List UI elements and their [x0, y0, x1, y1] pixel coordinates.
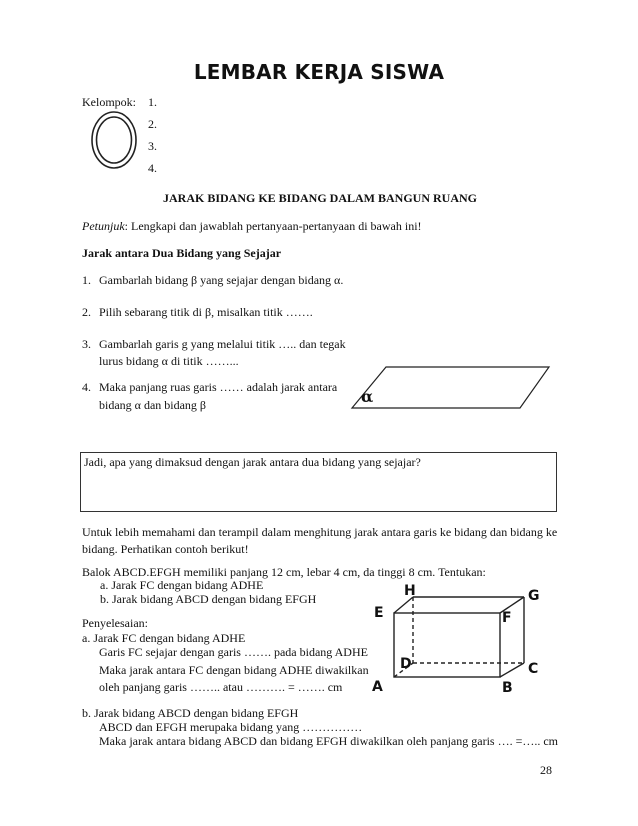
cuboid-diagram — [370, 585, 550, 695]
solution-a-title: a. Jarak FC dengan bidang ADHE — [82, 631, 246, 645]
page-number: 28 — [540, 763, 552, 777]
step-3-text-line-1: Gambarlah garis g yang melalui titik ….. dan tegak — [99, 337, 346, 351]
page-title: LEMBAR KERJA SISWA — [193, 60, 445, 84]
vertex-label-d: D — [400, 656, 412, 672]
group-circle-icon — [90, 110, 138, 170]
problem-item-b: b. Jarak bidang ABCD dengan bidang EFGH — [100, 592, 317, 606]
instruction-label: Petunjuk — [82, 219, 125, 233]
instruction-text: : Lengkapi dan jawablah pertanyaan-pertanyaan di bawah ini! — [124, 219, 422, 233]
plane-alpha-diagram — [350, 365, 550, 410]
intro-line-2: bidang. Perhatikan contoh berikut! — [82, 542, 249, 556]
answer-box[interactable] — [80, 452, 557, 512]
main-heading: JARAK BIDANG KE BIDANG DALAM BANGUN RUANG — [163, 191, 478, 205]
group-member-2: 2. — [148, 117, 157, 131]
group-member-3: 3. — [148, 139, 157, 153]
vertex-label-h: H — [404, 583, 416, 599]
intro-line-1: Untuk lebih memahami dan terampil dalam menghitung jarak antara garis ke bidang dan bidang ke — [82, 525, 558, 539]
solution-b-line-1: ABCD dan EFGH merupaka bidang yang …………… — [99, 720, 363, 734]
vertex-label-a: A — [372, 679, 383, 695]
step-4-text-line-1: Maka panjang ruas garis …… adalah jarak antara — [99, 380, 338, 394]
section-title: Jarak antara Dua Bidang yang Sejajar — [82, 246, 282, 260]
step-4-number: 4. — [82, 380, 91, 394]
vertex-label-c: C — [528, 661, 539, 677]
solution-b-line-2: Maka jarak antara bidang ABCD dan bidang EFGH diwakilkan oleh panjang garis …. =….. cm — [99, 734, 558, 748]
step-3-number: 3. — [82, 337, 91, 351]
solution-b-title: b. Jarak bidang ABCD dengan bidang EFGH — [82, 706, 299, 720]
vertex-label-e: E — [374, 605, 384, 621]
step-1-number: 1. — [82, 273, 91, 287]
vertex-label-f: F — [502, 610, 512, 626]
problem-item-a: a. Jarak FC dengan bidang ADHE — [100, 578, 264, 592]
solution-a-line-3: oleh panjang garis …….. atau ………. = ……. cm — [99, 680, 343, 694]
plane-alpha-label: α — [361, 387, 374, 406]
step-2-text: Pilih sebarang titik di β, misalkan titik ……. — [99, 305, 313, 319]
solution-a-line-2: Maka jarak antara FC dengan bidang ADHE diwakilkan — [99, 663, 369, 677]
solution-a-line-1: Garis FC sejajar dengan garis ……. pada bidang ADHE — [99, 645, 368, 659]
step-2-number: 2. — [82, 305, 91, 319]
solution-label: Penyelesaian: — [82, 616, 148, 630]
step-1-text: Gambarlah bidang β yang sejajar dengan bidang α. — [99, 273, 344, 287]
vertex-label-b: B — [502, 680, 513, 696]
group-member-4: 4. — [148, 161, 157, 175]
step-3-text-line-2: lurus bidang α di titik ……... — [99, 354, 239, 368]
question-text: Jadi, apa yang dimaksud dengan jarak antara dua bidang yang sejajar? — [84, 455, 421, 469]
instruction — [82, 219, 422, 234]
group-member-1: 1. — [148, 95, 157, 109]
step-4-text-line-2: bidang α dan bidang β — [99, 398, 207, 412]
group-label: Kelompok: — [82, 95, 136, 109]
vertex-label-g: G — [528, 588, 540, 604]
problem-statement: Balok ABCD.EFGH memiliki panjang 12 cm, lebar 4 cm, da tinggi 8 cm. Tentukan: — [82, 565, 486, 579]
